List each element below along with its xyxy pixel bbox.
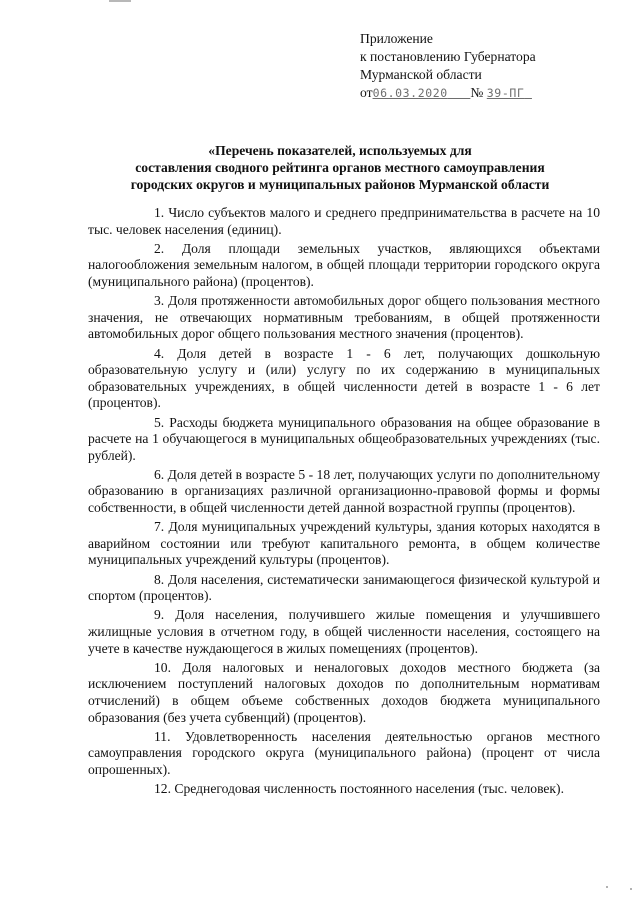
indicator-list [88, 205, 600, 800]
scan-speck [606, 886, 608, 888]
decree-date-number [360, 84, 630, 102]
list-item [88, 241, 600, 291]
item-text: Доля населения, систематически занимающегося физической культурой и спортом (процентов). [88, 571, 601, 604]
item-number: 7. [154, 519, 165, 535]
list-item [88, 519, 600, 569]
list-item [88, 572, 600, 605]
scan-mark [109, 0, 131, 2]
scan-speck [630, 888, 632, 890]
appendix-label: Приложение [360, 31, 433, 46]
item-number: 1. [154, 205, 165, 220]
appendix-header [360, 30, 630, 102]
list-item [88, 660, 600, 726]
item-text: Удовлетворенность населения деятельностью органов местного самоуправления городского округа (муниципального района) (процент от числа опрошенных). [88, 728, 600, 777]
decree-number: 39-ПГ [486, 86, 525, 100]
date-prefix: от [360, 85, 373, 100]
list-item [88, 346, 600, 412]
title-line-1: «Перечень показателей, используемых для [208, 143, 472, 158]
list-item [88, 415, 600, 465]
item-number: 5. [154, 414, 165, 430]
item-number: 8. [154, 571, 165, 587]
item-text: Доля населения, получившего жилые помещения и улучшившего жилищные условия в отчетном году, в общей численности населения, состоящего на учете в качестве нуждающегося в жилых помещениях (процентов). [88, 607, 600, 656]
item-number: 4. [154, 345, 165, 361]
list-item [88, 205, 600, 238]
item-number: 11. [154, 728, 171, 744]
list-item [88, 467, 600, 517]
item-number: 6. [154, 466, 165, 482]
item-text: Расходы бюджета муниципального образования на общее образование в расчете на 1 обучающегося в муниципальных общеобразовательных учреждениях (тыс. рублей). [88, 414, 600, 463]
list-item [88, 293, 600, 343]
number-prefix: № [470, 85, 484, 100]
item-text: Доля налоговых и неналоговых доходов местного бюджета (за исключением поступлений налоговых доходов по дополнительным нормативам отчислений) в общем объеме собственных доходов бюджета муниципального образования (без учета субвенций) (процентов). [88, 659, 600, 725]
document-title [80, 142, 600, 193]
region-name: Мурманской области [360, 67, 482, 82]
title-line-3: городских округов и муниципальных районов Мурманской области [130, 177, 550, 192]
list-item [88, 607, 600, 657]
item-number: 2. [154, 240, 165, 256]
item-text: Доля детей в возрасте 1 - 6 лет, получающих дошкольную образовательную услугу и (или) услугу по их содержанию в муниципальных образовательных учреждениях, в общей численности детей в возрасте 1 - 6 лет (процентов). [88, 345, 600, 411]
item-text: Доля площади земельных участков, являющихся объектами налогообложения земельным налогом, в общей площади территории городского округа (муниципального района) (процентов). [88, 240, 600, 289]
list-item [88, 781, 600, 798]
item-number: 10. [154, 659, 171, 675]
decree-reference: к постановлению Губернатора [360, 49, 536, 64]
item-number: 9. [154, 607, 165, 623]
item-text: Доля муниципальных учреждений культуры, здания которых находятся в аварийном состоянии или требуют капитального ремонта, в общем количестве муниципальных учреждений культуры (процентов). [88, 519, 600, 568]
item-text: Среднегодовая численность постоянного населения (тыс. человек). [174, 781, 564, 797]
list-item [88, 729, 600, 779]
decree-date: 06.03.2020 [372, 86, 448, 100]
item-number: 12. [154, 781, 171, 797]
item-text: Доля детей в возрасте 5 - 18 лет, получающих услуги по дополнительному образованию в организациях различной организационно-правовой формы и формы собственности, в общей численности детей данной возрастной группы (процентов). [88, 466, 600, 516]
item-number: 3. [154, 293, 165, 309]
title-line-2: составления сводного рейтинга органов местного самоуправления [135, 160, 545, 175]
item-text: Доля протяженности автомобильных дорог общего пользования местного значения, не отвечающих нормативным требованиям, в общей протяженности автомобильных дорог общего пользования местного значения (процентов). [88, 293, 600, 342]
item-text: Число субъектов малого и среднего предпринимательства в расчете на 10 тыс. человек населения (единиц). [88, 205, 600, 237]
